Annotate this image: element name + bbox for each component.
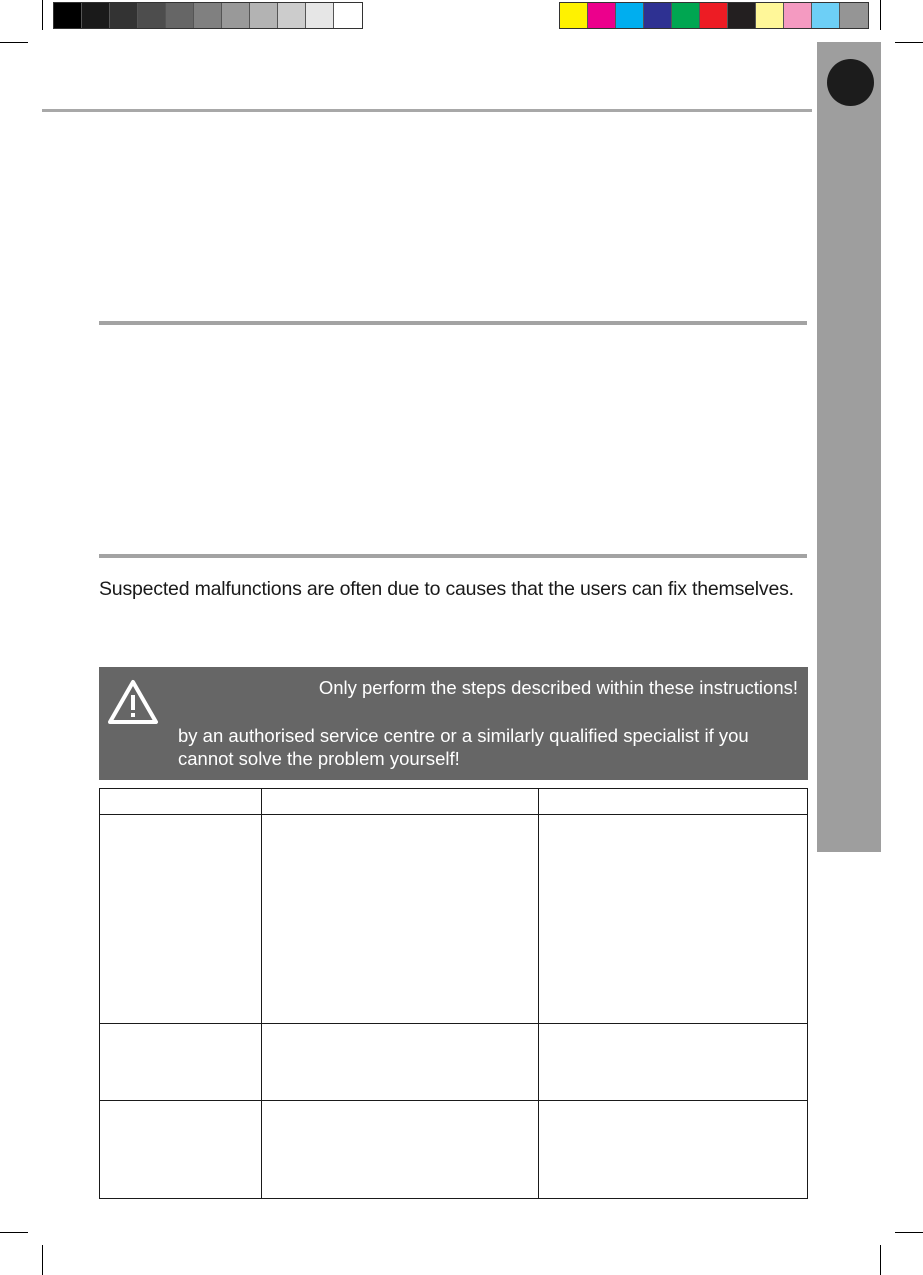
color-swatch: [194, 3, 222, 28]
table-header-cell: [539, 789, 808, 815]
color-swatch: [138, 3, 166, 28]
color-calibration-bar: [559, 2, 869, 29]
table-cell: [262, 815, 539, 1024]
color-swatch: [222, 3, 250, 28]
crop-mark: [880, 0, 881, 30]
color-swatch: [166, 3, 194, 28]
warning-line-1: Only perform the steps described within these instructions!: [318, 677, 798, 698]
table-cell: [539, 1024, 808, 1101]
table-header-row: [100, 789, 808, 815]
table-cell: [100, 815, 262, 1024]
color-swatch: [306, 3, 334, 28]
color-swatch: [334, 3, 362, 28]
table-row: [100, 1101, 808, 1199]
troubleshooting-intro: Suspected malfunctions are often due to causes that the users can fix themselves.: [99, 578, 794, 600]
crop-mark: [0, 42, 28, 43]
crop-mark: [895, 42, 923, 43]
color-swatch: [110, 3, 138, 28]
crop-mark: [42, 0, 43, 30]
table-cell: [262, 1024, 539, 1101]
crop-mark: [895, 1232, 923, 1233]
warning-triangle-icon: [107, 679, 159, 725]
warning-line-2: by an authorised service centre or a similarly qualified specialist if you: [178, 725, 749, 746]
color-swatch: [278, 3, 306, 28]
color-swatch: [728, 3, 756, 28]
table-cell: [262, 1101, 539, 1199]
table-row: [100, 1024, 808, 1101]
table-row: [100, 815, 808, 1024]
table-cell: [100, 1101, 262, 1199]
color-swatch: [840, 3, 868, 28]
table-header-cell: [262, 789, 539, 815]
grayscale-calibration-bar: [53, 2, 363, 29]
warning-box: [99, 667, 808, 780]
crop-mark: [0, 1232, 28, 1233]
crop-mark: [880, 1245, 881, 1275]
color-swatch: [560, 3, 588, 28]
color-swatch: [756, 3, 784, 28]
table-header-cell: [100, 789, 262, 815]
color-swatch: [616, 3, 644, 28]
section-divider: [99, 554, 807, 558]
color-swatch: [54, 3, 82, 28]
troubleshooting-table: [99, 788, 808, 1199]
color-swatch: [812, 3, 840, 28]
color-swatch: [784, 3, 812, 28]
header-rule: [42, 109, 812, 112]
color-swatch: [644, 3, 672, 28]
table-cell: [100, 1024, 262, 1101]
table-cell: [539, 1101, 808, 1199]
color-swatch: [672, 3, 700, 28]
color-swatch: [82, 3, 110, 28]
section-divider: [99, 321, 807, 325]
language-marker-dot: [827, 59, 874, 106]
color-swatch: [250, 3, 278, 28]
color-swatch: [588, 3, 616, 28]
table-cell: [539, 815, 808, 1024]
warning-line-3: cannot solve the problem yourself!: [178, 748, 460, 769]
color-swatch: [700, 3, 728, 28]
crop-mark: [42, 1245, 43, 1275]
chapter-side-tab: [817, 42, 881, 852]
